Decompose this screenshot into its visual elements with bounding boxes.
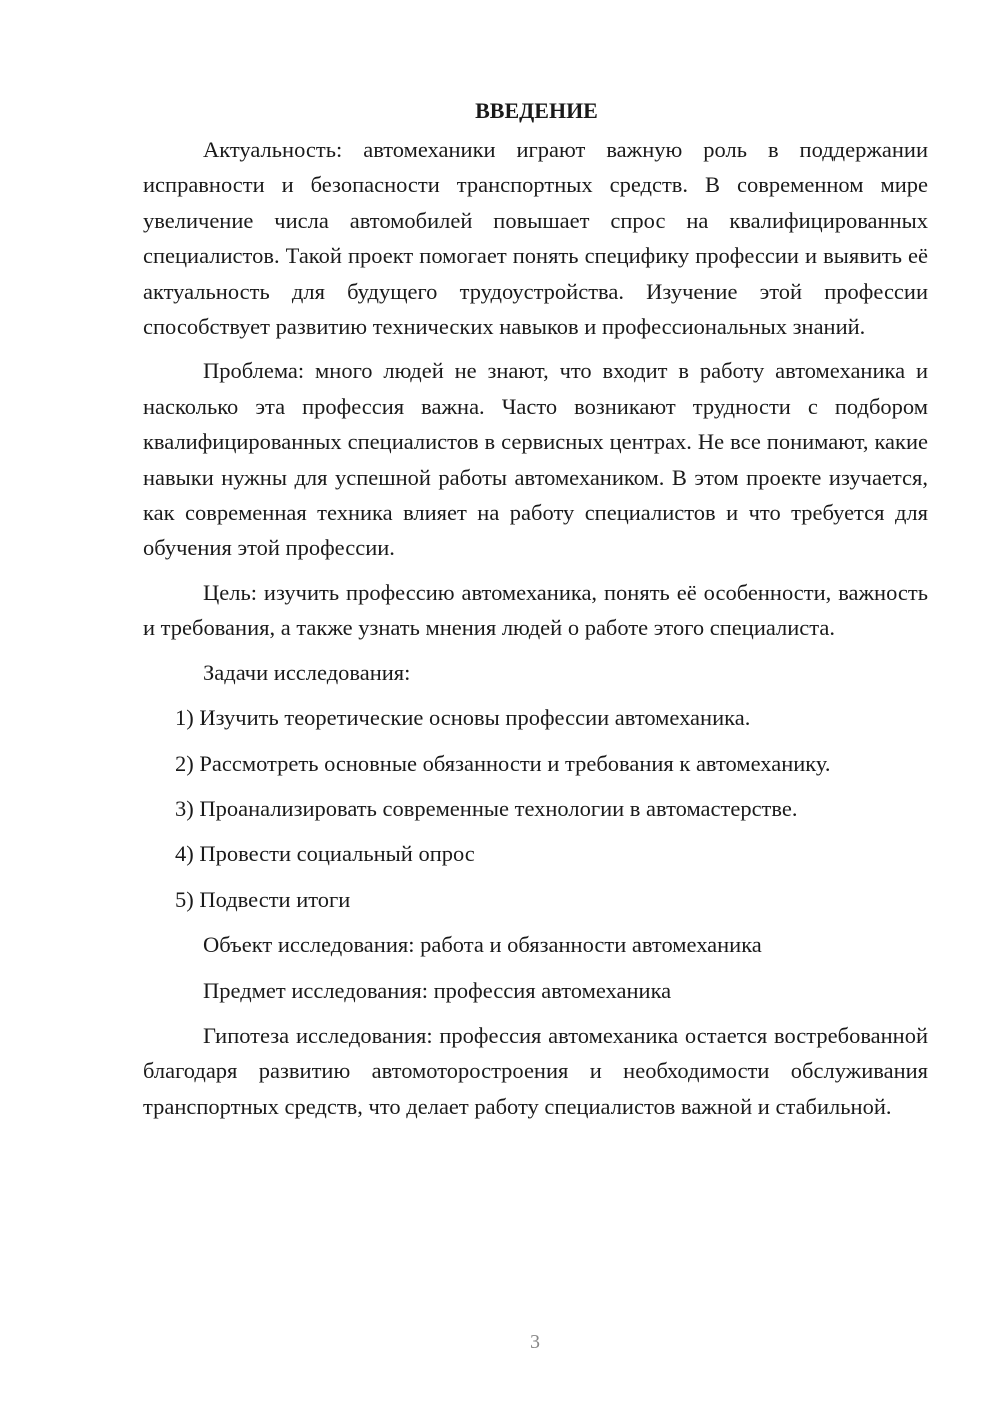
task-item-3: 3) Проанализировать современные технологии в автомастерстве. — [175, 795, 798, 821]
page-title: ВВЕДЕНИЕ — [475, 98, 598, 123]
tasks-heading: Задачи исследования: — [203, 659, 411, 685]
hypothesis-paragraph: Гипотеза исследования: профессия автомеханика остается востребованной благодаря развитию автомоторостроения и необходимости обслуживания транспортных средств, что делает работу специалистов важной и стабильной. — [143, 1022, 928, 1119]
research-subject: Предмет исследования: профессия автомеханика — [203, 977, 672, 1003]
document-page — [143, 94, 928, 1133]
research-object: Объект исследования: работа и обязанности автомеханика — [203, 932, 762, 958]
task-item-2: 2) Рассмотреть основные обязанности и требования к автомеханику. — [175, 750, 831, 776]
goal-paragraph: Цель: изучить профессию автомеханика, понять её особенности, важность и требования, а также узнать мнения людей о работе этого специалиста. — [143, 579, 928, 641]
problem-paragraph: Проблема: много людей не знают, что входит в работу автомеханика и насколько эта профессия важна. Часто возникают трудности с подбором квалифицированных специалистов в сервисных центрах. Не все понимают, какие навыки нужны для успешной работы автомехаником. В этом проекте изучается, как современная техника влияет на работу специалистов и что требуется для обучения этой профессии. — [143, 358, 928, 561]
task-item-1: 1) Изучить теоретические основы профессии автомеханика. — [175, 705, 751, 731]
relevance-paragraph: Актуальность: автомеханики играют важную роль в поддержании исправности и безопасности транспортных средств. В современном мире увеличение числа автомобилей повышает спрос на квалифицированных специалистов. Такой проект помогает понять специфику профессии и выявить её актуальность для будущего трудоустройства. Изучение этой профессии способствует развитию технических навыков и профессиональных знаний. — [143, 137, 928, 340]
task-item-4: 4) Провести социальный опрос — [175, 841, 475, 867]
task-item-5: 5) Подвести итоги — [175, 886, 351, 912]
page-number: 3 — [530, 1331, 540, 1353]
